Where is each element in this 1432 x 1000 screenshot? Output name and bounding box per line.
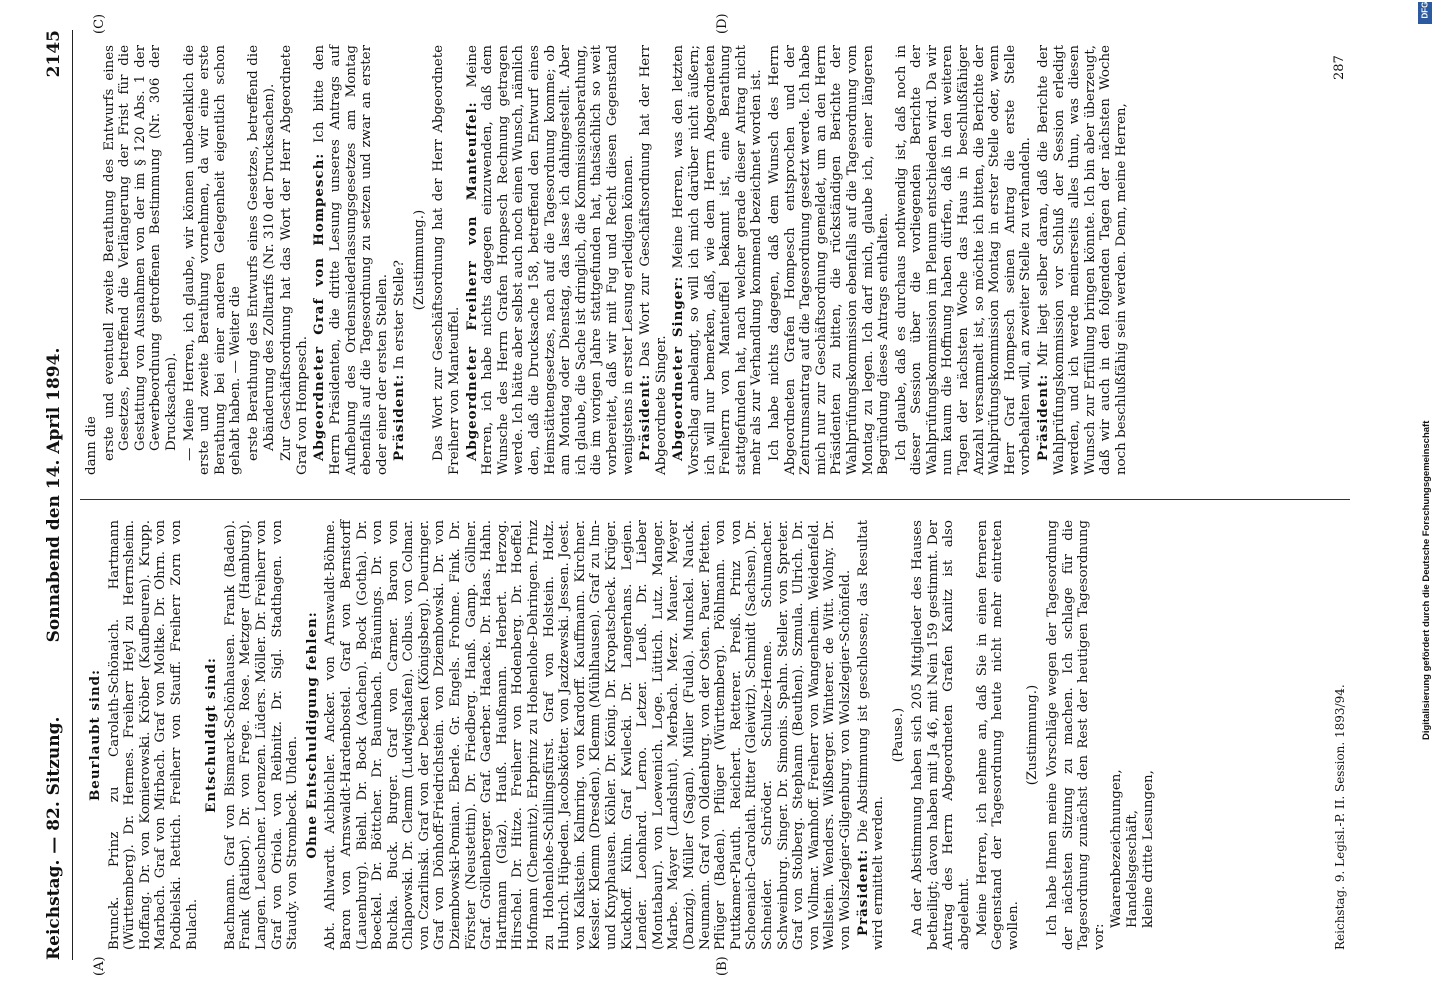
list-item: kleine dritte Lesungen, — [1140, 770, 1156, 928]
header-rule — [72, 30, 73, 960]
agenda-item: erste und eventuell zweite Berathung des Entwurfs eines Gesetzes, betreffend die Verlängerung der Frist für die Gestattung von Ausnahmen von der im § 120 Abs. 1 der Gewerbeordnung getroffenen Bestimmung (Nr. 306 der Drucksachen). — [101, 45, 179, 461]
vertagung-paragraph: Meine Herren, ich nehme an, daß Sie in einen ferneren Gegenstand der Tagesordnung heute nicht mehr eintreten wollen. — [974, 520, 1021, 950]
page-number: 2145 — [44, 30, 64, 78]
dfg-logo: DFG — [1418, 2, 1432, 24]
right-column — [84, 45, 1132, 475]
pause-note: (Pause.) — [890, 707, 906, 763]
result-paragraph: An der Abstimmung haben sich 205 Mitglieder des Hauses betheiligt; davon haben mit Ja 46, mit Nein 159 gestimmt. Der Antrag des Herrn Abgeordneten Grafen Kanitz ist also abgelehnt. — [910, 520, 973, 950]
funding-notice: Digitalisierung gefördert durch die Deutsche Forschungsgemeinschaft — [1421, 420, 1432, 740]
running-head-left: Reichstag. — 82. Sitzung. — [44, 716, 64, 960]
running-head-center: Sonnabend den 14. April 1894. — [44, 347, 64, 643]
speaker-label: Präsident: — [1035, 373, 1052, 461]
margin-mark-a: (A) — [92, 956, 107, 976]
paragraph-text: In erster Stelle? — [392, 260, 408, 370]
list-item: Handelsgeschäft, — [1125, 809, 1140, 928]
entschuldigt-heading: Entschuldigt sind: — [203, 657, 220, 813]
paragraph-text: Ich bitte den Herrn Präsidenten, die dritte Lesung unseres Antrags auf Aufhebung des Ordensniederlassungsgesetzes am Montag ebenfalls auf die Tagesordnung zu setzen und zwar an erster oder einer der ersten Stellen. — [312, 45, 390, 475]
speaker-label: Abgeordneter Singer: — [670, 275, 687, 461]
praesident-paragraph — [392, 45, 408, 475]
paragraph-text: Meine Herren, ich habe nichts dagegen einzuwenden, daß dem Wunsche des Herrn Grafen Hompesch Rechnung getragen werde. Ich hätte aber selbst auch noch einen Wunsch, nämlich den, daß die Drucksache 158, betreffend den Entwurf eines Heimstättengesetzes, nach auf die Tagesordnung komme; ob am Montag oder Dienstag, das lasse ich dahingestellt. Aber ich glaube, die Sache ist dringlich, die Kommissionsberathung, die im vorigen Jahre stattgefunden hat, thatsächlich so weit vorbereitet, daß wir mit Fug und Recht diesen Gegenstand wenigstens in erster Lesung erledigen können. — [464, 45, 636, 475]
paragraph: Das Wort zur Geschäftsordnung hat der Herr Abgeordnete Freiherr von Manteuffel. — [431, 45, 463, 475]
ohne-entschuldigung-list: Abt. Ahlwardt. Aichbichler. Ancker. von Arnswaldt-Böhme. Baron von Arnswaldt-Hardenbostel. Graf von Bernstorff (Lauenburg). Biehl. Dr. Bock (Aachen). Bock (Gotha). Dr. Boeckel. Dr. Böttcher. Dr. Baumbach. Bräunings. Dr. von Buchka. Buck. Burger. Graf von Carmer. Baron von Chlapowski. Dr. Clemm (Ludwigshafen). Colbus. von Colmar. von Czarlinski. Graf von der Decken (Königsberg). Deuringer. Graf von Dönhoff-Friedrichstein. von Dziembowski. Dr. von Dziembowski-Pomian. Eberle. Gr. Engels. Frohme. Fink. Dr. Förster (Neustettin). Dr. Friedberg. Hanß. Gamp. Göllner. Graf. Gröllenberger. Graf. Gaerber. Haacke. Dr. Haas. Hahn. Hartmann (Glaz). Hauß. Haußmann. Herbert. Herzog. Hirschel. Dr. Hitze. Freiherr von Hodenberg. Dr. Hoeffel. Hofmann (Chemnitz). Erbprinz zu Hohenlohe-Dehringen. Prinz zu Hohenlohe-Schillingsfürst. Graf von Holstein. Holtz. Hubrich. Hüpeden. Jacobskötter. von Jazdzewski. Jessen. Joest. von Kalkstein. Kalmring. von Kardorff. Kauffmann. Kirchner. Kessler. Klemm (Dresden). Klemm (Mühlhausen). Graf zu Inn- und Knyphausen. Köhler. Dr. König. Dr. Kropatscheck. Krüger. Kuckhoff. Kühn. Graf Kwilecki. Dr. Langerhans. Legien. Lender. Leonhard. Lerno. Letzer. Leuß. Dr. Lieber (Montabaur). von Loewenich. Loge. Lüttich. Lutz. Manger. Marbe. Mayer (Landshut). Merbach. Merz. Mauer. Meyer (Danzig). Müller (Sagan). Müller (Fulda). Munckel. Nauck. Neumann. Graf von Oldenburg. von der Osten. Pauer. Pfetten. Pflüger (Baden). Pflüger (Württemberg). Pöhlmann. von Puttkamer-Plauth. Reichert. Retterer. Preiß. Prinz von Schoenaich-Carolath. Ritter (Gleiwitz). Schmidt (Sachsen). Dr. Schneider. Schröder. Schulze-Henne. Schumacher. Schweinburg. Singer. Dr. Simonis. Spahn. Steller. von Spreter. Graf von Stolberg. Stephann (Beuthen). Szmula. Ulrich. Dr. von Vollmar. Wamhoff. Freiherr von Wangenheim. Weidenfeld. Wellstein. Wenders. Wißberger. Winterer. de Witt. Wolny. Dr. von Wolszlegier-Gilgenburg. von Wolszlegier-Schönfeld. — [323, 520, 853, 950]
margin-mark-d: (D) — [715, 13, 730, 34]
margin-mark-c: (C) — [92, 13, 107, 34]
paragraph: Ich glaube, daß es durchaus nothwendig ist, daß noch in dieser Session über die vorliegenden Berichte der Wahlprüfungskommission im Plenum entschieden wird. Da wir nun kaum die Hoffnung haben dürfen, daß in den weiteren Tagen der nächsten Woche das Haus in beschlußfähiger Anzahl versammelt ist, so möchte ich bitten, die Berichte der Wahlprüfungskommission Montag in erster Stelle oder, wenn Herr Graf Hompesch seinen Antrag die erste Stelle vorbehalten will, an zweiter Stelle zu verhandeln. — [893, 45, 1034, 475]
agenda-item: erste Berathung des Entwurfs eines Gesetzes, betreffend die Abänderung des Zolltarifs (Nr. 310 der Drucksachen). — [245, 45, 277, 461]
paragraph: Ich habe nichts dagegen, daß dem Wunsch des Herrn Abgeordneten Grafen Hompesch entsprochen und der Zentrumsantrag auf die Tagesordnung gesetzt werde. Ich habe mich nur zur Geschäftsordnung gemeldet, um an den Herrn Präsidenten zu bitten, die rückständigen Berichte der Wahlprüfungskommission ebenfalls auf die Tagesordnung vom Montag zu legen. Ich darf mich, glaube ich, einer längeren Begründung dieses Antrags enthalten. — [766, 45, 892, 475]
list-item: Waarenbezeichnungen, — [1109, 769, 1125, 928]
margin-mark-b: (B) — [715, 956, 730, 976]
left-column — [84, 520, 1156, 950]
running-head — [44, 30, 74, 960]
footer-session-info: Reichstag. 9. Legisl.-P. II. Session. 1893/94. — [1333, 684, 1347, 950]
zustimmung-note: (Zustimmung.) — [1025, 684, 1041, 786]
praesident-paragraph — [856, 520, 887, 950]
column-divider — [80, 499, 1350, 500]
paragraph: Zur Geschäftsordnung hat das Wort der Herr Abgeordnete Graf von Hompesch. — [279, 45, 310, 475]
beurlaubt-heading: Beurlaubt sind: — [87, 669, 103, 802]
paragraph-text: Mir liegt selber daran, daß die Berichte der Wahlprüfungskommission vor Schluß der Session erledigt werden, und ich werde meinerseits alles thun, was diesen Wunsch zur Erfüllung bringen könnte. Ich bin aber überzeugt, daß wir auch in den folgenden Tagen der nächsten Woche noch beschlußfähig sein werden. Denn, meine Herren, — [1036, 45, 1129, 475]
singer-paragraph — [671, 45, 765, 475]
entschuldigt-list: Bachmann. Graf von Bismarck-Schönhausen. Frank (Baden). Frank (Ratibor). Dr. von Frege. Rose. Metzger (Hamburg). Langen. Leuschner. Lorenzen. Lüders. Möller. Dr. Freiherr von Graf von Oriola. von Reibnitz. Dr. Sigl. Stadthagen. von Staudy. von Strombeck. Uhden. — [222, 520, 301, 950]
hompesch-paragraph — [312, 45, 390, 475]
speaker-label: Abgeordneter Graf von Hompesch: — [311, 152, 328, 461]
paragraph-text: Das Wort zur Geschäftsordnung hat der Herr Abgeordnete Singer. — [638, 45, 669, 475]
paragraph-text: Die Abstimmung ist geschlossen; das Resultat wird ermittelt werden. — [855, 520, 887, 950]
paragraph-text: Meine Herren, was den letzten Vorschlag anbelangt, so will ich mich darüber nicht äußern; ich will nur bemerken, daß, wie dem Herrn Abgeordneten Freiherrn von Manteuffel bekannt ist, eine Berathung stattgefunden hat, nach welcher gerade dieser Antrag nicht mehr als zur Verhandlung kommend bezeichnet worden ist. — [671, 45, 765, 475]
paragraph: dann die — [84, 416, 99, 475]
praesident-paragraph — [638, 45, 669, 475]
praesident-paragraph — [1036, 45, 1130, 475]
paragraph: — Meine Herren, ich glaube, wir können unbedenklich die erste und zweite Berathung vornehmen, da wir eine erste Berathung bei einer anderen Gelegenheit eigentlich schon gehabt haben. — Weiter die — [181, 45, 244, 475]
speaker-label: Präsident: — [391, 373, 408, 461]
beurlaubt-list: Brunck. Prinz zu Carolath-Schönaich. Hartmann (Württemberg). Dr. Hermes. Freiherr Heyl zu Herrnsheim. Hoffang. Dr. von Komierowski. Kröber (Kaufbeuren). Krupp. Marbach. Graf von Mirbach. Graf von Moltke. Dr. Ohrn. von Podbielski. Rettich. Freiherr von Stauff. Freiherr Zorn von Bulach. — [106, 520, 200, 950]
speaker-label: Abgeordneter Freiherr von Manteuffel: — [463, 101, 480, 461]
speaker-label: Präsident: — [854, 848, 871, 936]
zustimmung-note: (Zustimmung.) — [411, 209, 427, 311]
footer-sheet-number: 287 — [1332, 55, 1347, 80]
speaker-label: Präsident: — [637, 373, 654, 461]
manteuffel-paragraph — [465, 45, 637, 475]
ohne-entschuldigung-heading: Ohne Entschuldigung fehlen: — [303, 611, 320, 859]
vorschlaege-paragraph: Ich habe Ihnen meine Vorschläge wegen der Tagesordnung der nächsten Sitzung zu machen. Ich schlage für die Tagesordnung zunächst den Rest der heutigen Tagesordnung vor: — [1045, 520, 1107, 950]
